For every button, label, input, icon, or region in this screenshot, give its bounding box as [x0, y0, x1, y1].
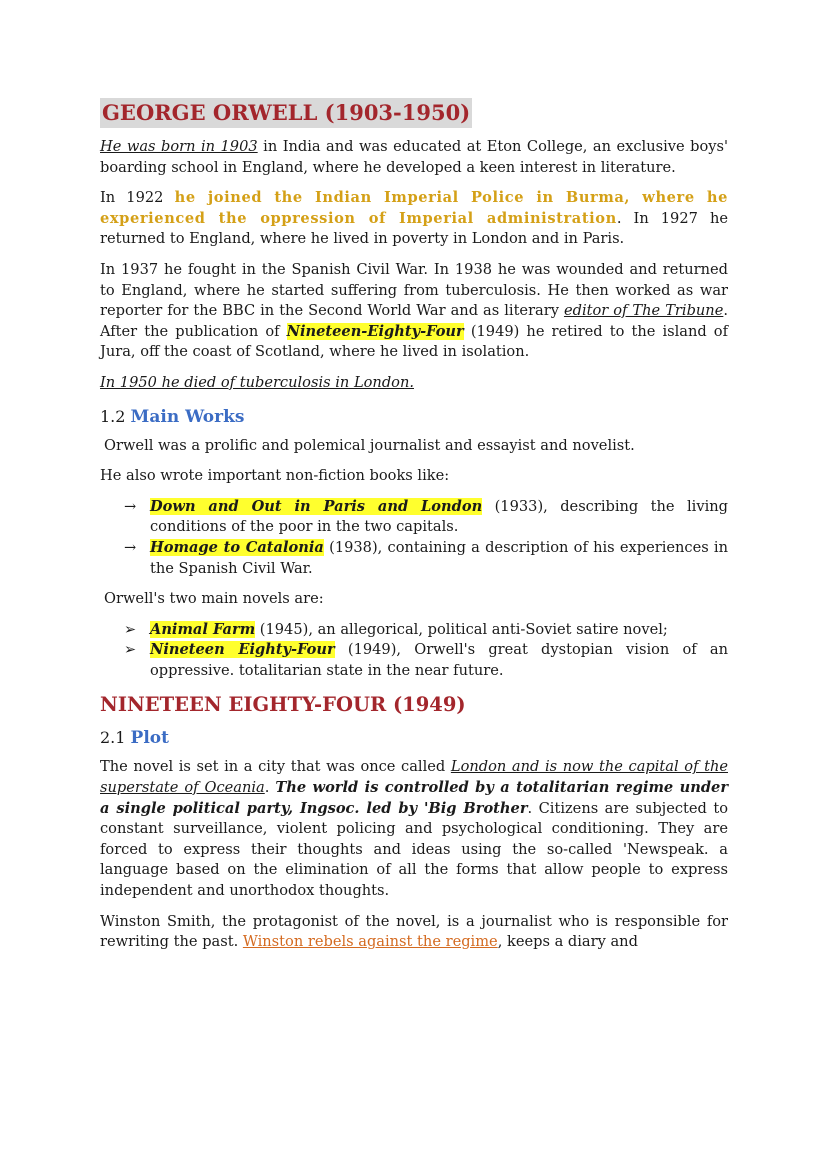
bio-paragraph-war [100, 260, 728, 363]
section-number: 2.1 [100, 728, 131, 748]
text: (1949) he retired to the island of Jura, off the coast of Scotland, where he lived in isolation. [100, 322, 728, 361]
plot-paragraph-1 [100, 757, 728, 901]
list-item [100, 497, 728, 538]
text: (1933), describing the living conditions of the poor in the two capitals. [150, 497, 728, 536]
section-title: Main Works [130, 406, 245, 427]
text: Winston Smith, the protagonist of the novel, is a journalist who is responsible for rewriting the past. [100, 912, 728, 951]
arrow-icon: → [124, 538, 137, 556]
bio-paragraph-burma [100, 188, 728, 250]
book-title: Homage to Catalonia [150, 538, 324, 556]
underlined-text: London and is now the capital of the superstate of Oceania [100, 758, 728, 797]
heading-plot [100, 725, 728, 751]
nonfiction-intro: He also wrote important non-fiction books like: [100, 467, 450, 485]
book-title: Animal Farm [150, 620, 256, 638]
text: In 1937 he fought in the Spanish Civil War. In 1938 he was wounded and returned to England, where he started suffering from tuberculosis. He then worked as war reporter for the BBC in the Second World War and as literary [100, 260, 728, 320]
text: (1945), an allegorical, political anti-Soviet satire novel; [255, 620, 668, 638]
novels-intro: Orwell's two main novels are: [104, 590, 324, 608]
arrowhead-bullet-icon: ➢ [124, 641, 137, 659]
bio-paragraph-birth [100, 137, 728, 178]
text: (1949), Orwell's great dystopian vision of an oppressive. totalitarian state in the near future. [150, 641, 728, 679]
text: . [264, 779, 276, 797]
document-page [100, 98, 728, 963]
orange-underlined-text: Winston rebels against the regime [242, 933, 498, 951]
text: (1938), containing a description of his experiences in the Spanish Civil War. [150, 538, 728, 577]
section-title: Plot [130, 728, 169, 749]
list-item [100, 620, 728, 641]
text: . In 1927 he returned to England, where he lived in poverty in London and in Paris. [100, 209, 728, 248]
plot-paragraph-2 [100, 912, 728, 953]
underlined-text: He was born in 1903 [100, 138, 258, 155]
heading-main-works [100, 404, 728, 430]
highlighted-text: he joined the Indian Imperial Police in Burma, where he experienced the oppression of Imperial administration [100, 189, 728, 227]
text: , keeps a diary and [497, 933, 638, 951]
heading-nineteen-eighty-four: NINETEEN EIGHTY-FOUR (1949) [100, 693, 466, 717]
section-number: 1.2 [100, 406, 131, 426]
text: . Citizens are subjected to constant surveillance, violent policing and psychological conditioning. They are forced to express their thoughts and ideas using the so-called 'Newspeak. a language based on the elimination of all the forms that allow people to express independent and unorthodox thoughts. [100, 799, 728, 900]
highlighted-title: Nineteen-Eighty-Four [286, 322, 464, 340]
text: in India and was educated at Eton College, an exclusive boys' boarding school in England, where he developed a keen interest in literature. [100, 138, 728, 176]
list-item [100, 640, 728, 681]
text: In 1922 [100, 189, 175, 207]
text: . After the publication of [100, 302, 728, 340]
novels-list [100, 620, 728, 682]
main-works-intro: Orwell was a prolific and polemical journalist and essayist and novelist. [104, 436, 635, 454]
book-title: Nineteen Eighty-Four [150, 641, 335, 659]
heading-george-orwell: GEORGE ORWELL (1903-1950) [100, 98, 472, 128]
text: The novel is set in a city that was once called [100, 758, 451, 776]
underlined-text: editor of The Tribune [563, 302, 724, 320]
book-title: Down and Out in Paris and London [150, 497, 483, 515]
bold-text: The world is controlled by a totalitarian regime under a single political party, Ingsoc. led by 'Big Brother [100, 779, 729, 817]
arrowhead-bullet-icon: ➢ [124, 620, 137, 638]
underlined-text: In 1950 he died of tuberculosis in London. [100, 373, 414, 391]
list-item [100, 538, 728, 579]
bio-paragraph-death [100, 373, 728, 394]
arrow-icon: → [124, 497, 137, 515]
nonfiction-list [100, 497, 728, 579]
